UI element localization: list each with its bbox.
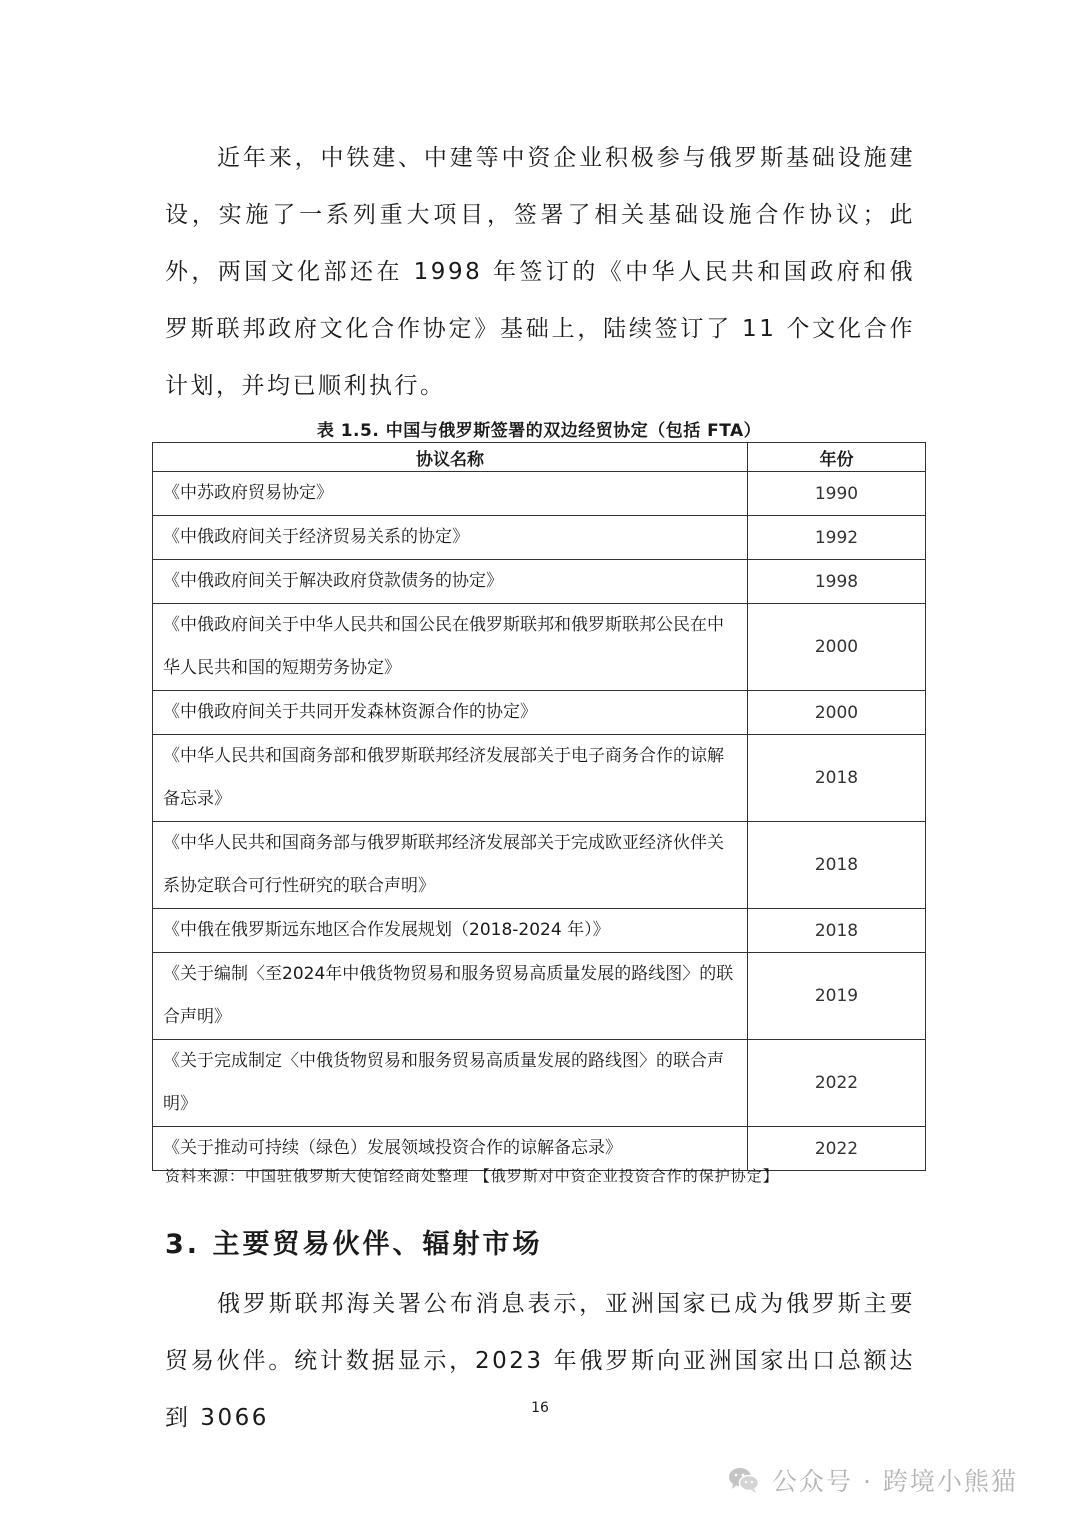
table-row — [153, 1040, 926, 1127]
table-header-row — [153, 443, 926, 472]
header-year: 年份 — [748, 443, 926, 472]
agreement-year: 2018 — [748, 735, 926, 822]
table-row — [153, 953, 926, 1040]
page-number: 16 — [531, 1400, 549, 1416]
agreement-name: 《关于编制〈至2024年中俄货物贸易和服务贸易高质量发展的路线图〉的联合声明》 — [153, 953, 748, 1040]
intro-paragraph: 近年来，中铁建、中建等中资企业积极参与俄罗斯基础设施建设，实施了一系列重大项目，签署了相关基础设施合作协议；此外，两国文化部还在 1998 年签订的《中华人民共和国政府和俄罗斯联邦政府文化合作协定》基础上，陆续签订了 11 个文化合作计划，并均已顺利执行。 — [165, 145, 915, 399]
agreement-year: 2019 — [748, 953, 926, 1040]
agreement-year: 1992 — [748, 516, 926, 560]
agreement-year: 2000 — [748, 604, 926, 691]
section-paragraph: 俄罗斯联邦海关署公布消息表示，亚洲国家已成为俄罗斯主要贸易伙伴。统计数据显示，2023 年俄罗斯向亚洲国家出口总额达到 3066 — [165, 1291, 915, 1431]
table-row — [153, 822, 926, 909]
watermark-text: 公众号 · 跨境小熊猫 — [772, 1467, 1018, 1496]
table-row — [153, 691, 926, 735]
wechat-watermark — [728, 1462, 1018, 1498]
agreement-year: 2018 — [748, 909, 926, 953]
section-heading: 3. 主要贸易伙伴、辐射市场 — [165, 1229, 543, 1260]
header-agreement-name: 协议名称 — [153, 443, 748, 472]
table-row — [153, 909, 926, 953]
agreement-name: 《中俄政府间关于共同开发森林资源合作的协定》 — [153, 691, 748, 735]
agreement-name: 《关于推动可持续（绿色）发展领域投资合作的谅解备忘录》 — [153, 1127, 748, 1171]
agreement-year: 1998 — [748, 560, 926, 604]
agreement-name: 《中俄政府间关于中华人民共和国公民在俄罗斯联邦和俄罗斯联邦公民在中华人民共和国的短期劳务协定》 — [153, 604, 748, 691]
table-row — [153, 604, 926, 691]
agreement-year: 1990 — [748, 472, 926, 516]
agreement-name: 《中俄政府间关于解决政府贷款债务的协定》 — [153, 560, 748, 604]
table-row — [153, 560, 926, 604]
table-title: 表 1.5. 中国与俄罗斯签署的双边经贸协定（包括 FTA） — [316, 421, 762, 441]
wechat-icon — [728, 1466, 760, 1494]
agreement-year: 2018 — [748, 822, 926, 909]
table-row — [153, 735, 926, 822]
table-row — [153, 472, 926, 516]
table-row — [153, 1127, 926, 1171]
agreement-name: 《中华人民共和国商务部和俄罗斯联邦经济发展部关于电子商务合作的谅解备忘录》 — [153, 735, 748, 822]
agreement-year: 2022 — [748, 1127, 926, 1171]
table-row — [153, 516, 926, 560]
agreement-name: 《中俄政府间关于经济贸易关系的协定》 — [153, 516, 748, 560]
agreement-name: 《中俄在俄罗斯远东地区合作发展规划（2018-2024 年）》 — [153, 909, 748, 953]
agreements-table — [152, 442, 926, 1171]
agreement-name: 《关于完成制定〈中俄货物贸易和服务贸易高质量发展的路线图〉的联合声明》 — [153, 1040, 748, 1127]
table-source-note: 资料来源：中国驻俄罗斯大使馆经商处整理 【俄罗斯对中资企业投资合作的保护协定】 — [165, 1167, 779, 1185]
agreement-year: 2000 — [748, 691, 926, 735]
agreement-name: 《中华人民共和国商务部与俄罗斯联邦经济发展部关于完成欧亚经济伙伴关系协定联合可行性研究的联合声明》 — [153, 822, 748, 909]
agreement-name: 《中苏政府贸易协定》 — [153, 472, 748, 516]
agreement-year: 2022 — [748, 1040, 926, 1127]
